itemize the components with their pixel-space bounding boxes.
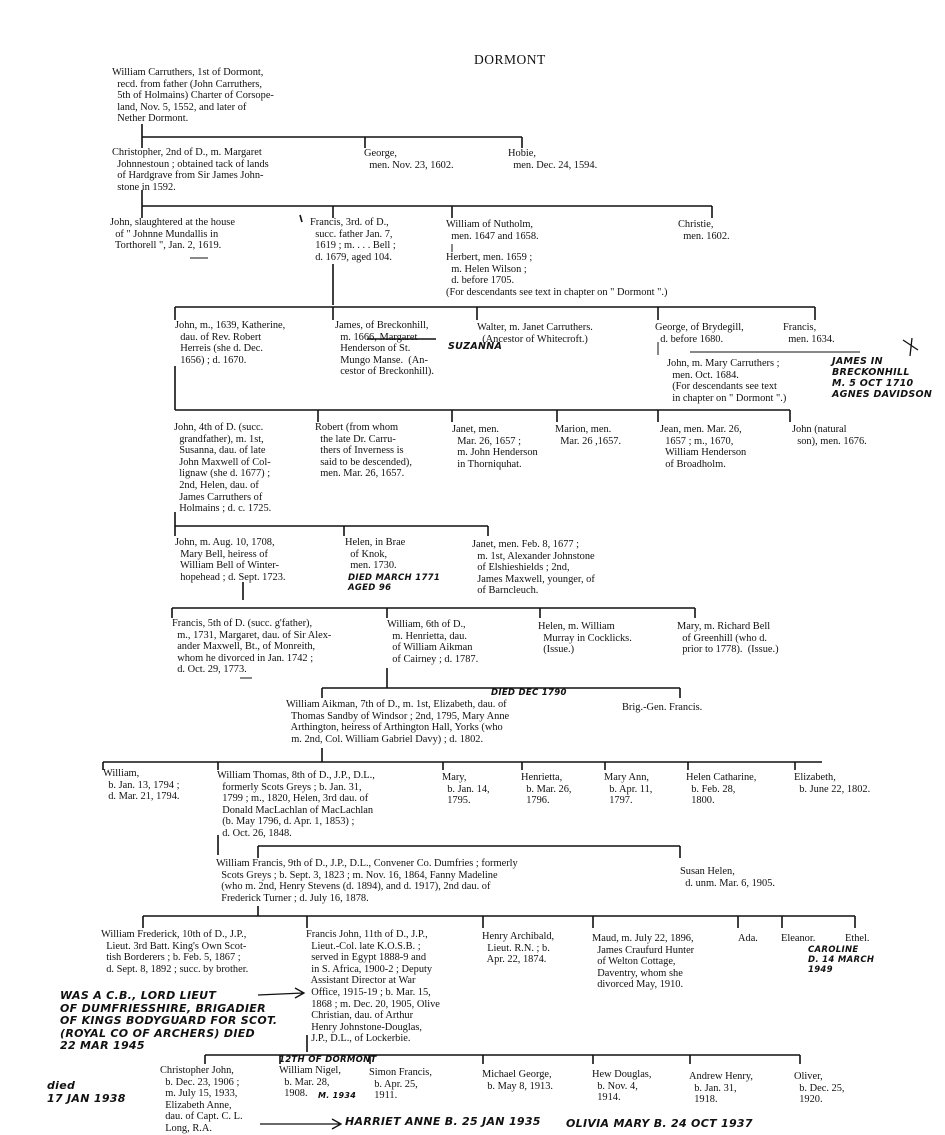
- person-brig-gen-francis: Brig.-Gen. Francis.: [622, 702, 703, 713]
- person-marion: Marion, men. Mar. 26 ,1657.: [555, 424, 622, 447]
- person-william-1st: William Carruthers, 1st of Dormont, recd. from father (John Carruthers, 5th of Holmains) Charter of Corsope- land, Nov. 5, 1552, and later of Nether Dormont.: [112, 67, 274, 125]
- person-jean: Jean, men. Mar. 26, 1657 ; m., 1670, William Henderson of Broadholm.: [660, 424, 747, 470]
- person-francis-3rd: Francis, 3rd. of D., succ. father Jan. 7, 1619 ; m. . . . Bell ; d. 1679, aged 104.: [310, 217, 396, 263]
- person-herbert: Herbert, men. 1659 ; m. Helen Wilson ; d. before 1705. (For descendants see text in chapter on " Dormont ".): [446, 252, 668, 298]
- person-george: George, men. Nov. 23, 1602.: [364, 148, 454, 171]
- person-william-nutholm: William of Nutholm, men. 1647 and 1658.: [446, 219, 539, 242]
- person-william-1794: William, b. Jan. 13, 1794 ; d. Mar. 21, 1794.: [103, 768, 180, 803]
- person-janet-1677: Janet, men. Feb. 8, 1677 ; m. 1st, Alexander Johnstone of Elshieshields ; 2nd, James Maxwell, younger, of of Barncleuch.: [472, 539, 595, 597]
- handwritten-caroline: CAROLINE D. 14 MARCH 1949: [808, 945, 875, 975]
- person-george-brydegill: George, of Brydegill, d. before 1680.: [655, 322, 744, 345]
- handwritten-olivia-mary: OLIVIA MARY B. 24 OCT 1937: [566, 1117, 753, 1130]
- handwritten-elizabeth-death: DIED DEC 1790: [491, 688, 567, 698]
- handwritten-nigel-note: M. 1934: [318, 1091, 357, 1100]
- person-andrew-henry: Andrew Henry, b. Jan. 31, 1918.: [689, 1071, 753, 1106]
- handwritten-12th-of-dormont: 12TH OF DORMONT: [279, 1055, 377, 1065]
- person-michael-george: Michael George, b. May 8, 1913.: [482, 1069, 553, 1092]
- person-john-natural: John (natural son), men. 1676.: [792, 424, 867, 447]
- person-mary-ann: Mary Ann, b. Apr. 11, 1797.: [604, 772, 653, 807]
- person-william-6th: William, 6th of D., m. Henrietta, dau. of William Aikman of Cairney ; d. 1787.: [387, 619, 479, 665]
- person-mary-1795: Mary, b. Jan. 14, 1795.: [442, 772, 490, 807]
- person-james-breckonhill: James, of Breckonhill, m. 1666, Margaret Henderson of St. Mungo Manse. (An- cestor of Breckonhill).: [335, 320, 434, 378]
- person-henrietta: Henrietta, b. Mar. 26, 1796.: [521, 772, 572, 807]
- person-elizabeth: Elizabeth, b. June 22, 1802.: [794, 772, 871, 795]
- person-susan-helen: Susan Helen, d. unm. Mar. 6, 1905.: [680, 866, 775, 889]
- person-christopher-2nd: Christopher, 2nd of D., m. Margaret Johnnestoun ; obtained tack of lands of Hardgrave from Sir James John- stone in 1592.: [112, 147, 269, 193]
- handwritten-harriet-anne: HARRIET ANNE B. 25 JAN 1935: [345, 1115, 541, 1128]
- person-christopher-john: Christopher John, b. Dec. 23, 1906 ; m. July 15, 1933, Elizabeth Anne, dau. of Capt. C. L. Long, R.A.: [160, 1065, 243, 1134]
- handwritten-died-1938: died 17 JAN 1938: [47, 1079, 126, 1105]
- person-walter: Walter, m. Janet Carruthers. (Ancestor of Whitecroft.): [477, 322, 593, 345]
- person-janet-1657: Janet, men. Mar. 26, 1657 ; m. John Henderson in Thorniquhat.: [452, 424, 538, 470]
- person-john-4th: John, 4th of D. (succ. grandfather), m. 1st, Susanna, dau. of late John Maxwell of Col- lignaw (she d. 1677) ; 2nd, Helen, dau. of James Carruthers of Holmains ; d. c. 1725.: [174, 422, 272, 515]
- handwritten-helen-death: DIED MARCH 1771 AGED 96: [348, 573, 441, 593]
- person-robert: Robert (from whom the late Dr. Carru- thers of Inverness is said to be descended), men. Mar. 26, 1657.: [315, 422, 412, 480]
- person-simon-francis: Simon Francis, b. Apr. 25, 1911.: [369, 1067, 432, 1102]
- person-john-slaughtered: John, slaughtered at the house of " Johnne Mundallis in Torthorell ", Jan. 2, 1619.: [110, 217, 235, 252]
- person-ada: Ada.: [738, 933, 758, 944]
- person-oliver: Oliver, b. Dec. 25, 1920.: [794, 1071, 845, 1106]
- page-title: DORMONT: [474, 52, 546, 67]
- person-helen-brae: Helen, in Brae of Knok, men. 1730.: [345, 537, 406, 572]
- person-eleanor: Eleanor.: [781, 933, 816, 944]
- person-helen-murray: Helen, m. William Murray in Cocklicks. (Issue.): [538, 621, 632, 656]
- handwritten-suzanna: SUZANNA: [448, 341, 503, 352]
- person-hobie: Hobie, men. Dec. 24, 1594.: [508, 148, 598, 171]
- person-mary-bell: Mary, m. Richard Bell of Greenhill (who d. prior to 1778). (Issue.): [677, 621, 779, 656]
- person-francis-5th: Francis, 5th of D. (succ. g'father), m., 1731, Margaret, dau. of Sir Alex- ander Maxwell, Bt., of Monreith, whom he divorced in Jan. 1742 ; d. Oct. 29, 1773.: [172, 618, 332, 676]
- person-william-francis-9th: William Francis, 9th of D., J.P., D.L., Convener Co. Dumfries ; formerly Scots Greys ; b. Sept. 3, 1823 ; m. Nov. 16, 1864, Fanny Madeline (who m. 2nd, Henry Stevens (d. 1894), and d. 1917), 2nd dau. of Frederick Turner ; d. July 16, 1878.: [216, 858, 518, 904]
- person-john-m1708: John, m. Aug. 10, 1708, Mary Bell, heiress of William Bell of Winter- hopehead ; d. Sept. 1723.: [175, 537, 286, 583]
- person-maud: Maud, m. July 22, 1896, James Craufurd Hunter of Welton Cottage, Daventry, whom she divorced May, 1910.: [592, 933, 695, 991]
- handwritten-cb-note: WAS A C.B., LORD LIEUT OF DUMFRIESSHIRE, BRIGADIER OF KINGS BODYGUARD FOR SCOT. (ROYAL CO OF ARCHERS) DIED 22 MAR 1945: [60, 989, 278, 1052]
- person-francis-john-11th: Francis John, 11th of D., J.P., Lieut.-Col. late K.O.S.B. ; served in Egypt 1888-9 and in S. Africa, 1900-2 ; Deputy Assistant Director at War Office, 1915-19 ; b. Mar. 15, 1868 ; m. Dec. 20, 1905, Olive Christian, dau. of Arthur Henry Johnstone-Douglas, J.P., D.L., of Lockerbie.: [306, 929, 440, 1045]
- person-william-aikman-7th: William Aikman, 7th of D., m. 1st, Elizabeth, dau. of Thomas Sandby of Windsor ; 2nd, 1795, Mary Anne Arthington, heiress of Arthington Hall, Yorks (who m. 2nd, Col. William Gabriel Davy) ; d. 1802.: [286, 699, 510, 745]
- person-christie: Christie, men. 1602.: [678, 219, 730, 242]
- person-william-frederick-10th: William Frederick, 10th of D., J.P., Lieut. 3rd Batt. King's Own Scot- tish Borderers ; b. Feb. 5, 1867 ; d. Sept. 8, 1892 ; succ. by brother.: [101, 929, 249, 975]
- handwritten-james-breckonhill-note: JAMES IN BRECKONHILL M. 5 OCT 1710 AGNES DAVIDSON: [832, 356, 933, 400]
- person-henry-archibald: Henry Archibald, Lieut. R.N. ; b. Apr. 22, 1874.: [482, 931, 555, 966]
- person-francis-1634: Francis, men. 1634.: [783, 322, 835, 345]
- person-john-m1639: John, m., 1639, Katherine, dau. of Rev. Robert Herreis (she d. Dec. 1656) ; d. 1670.: [175, 320, 286, 366]
- person-william-nigel: William Nigel, b. Mar. 28, 1908.: [279, 1065, 341, 1100]
- person-ethel: Ethel.: [845, 933, 870, 944]
- person-helen-catharine: Helen Catharine, b. Feb. 28, 1800.: [686, 772, 757, 807]
- person-hew-douglas: Hew Douglas, b. Nov. 4, 1914.: [592, 1069, 652, 1104]
- person-john-mary-carruthers: John, m. Mary Carruthers ; men. Oct. 1684. (For descendants see text in chapter on " Dormont ".): [667, 358, 787, 404]
- person-william-thomas-8th: William Thomas, 8th of D., J.P., D.L., formerly Scots Greys ; b. Jan. 31, 1799 ; m., 1820, Helen, 3rd dau. of Donald MacLachlan of MacLachlan (b. May 1796, d. Apr. 1, 1853) ; d. Oct. 26, 1848.: [217, 770, 375, 839]
